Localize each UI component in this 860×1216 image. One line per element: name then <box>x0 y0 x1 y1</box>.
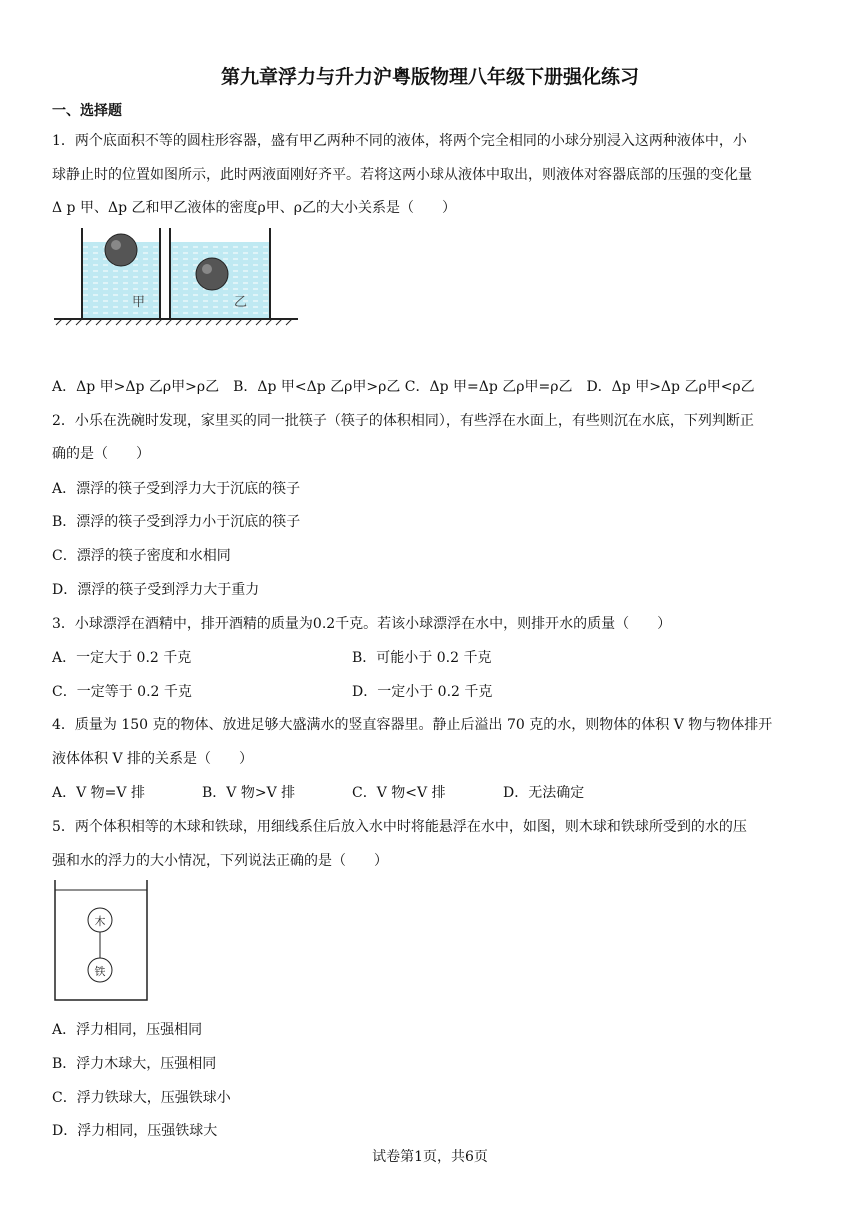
q2-option-d: D．漂浮的筷子受到浮力大于重力 <box>52 582 260 598</box>
ball-yi <box>196 258 228 290</box>
q2-line2: 确的是（ ） <box>52 446 150 462</box>
q5-figure <box>52 878 152 1004</box>
page-footer: 试卷第1页，共6页 <box>372 1149 488 1165</box>
q5-option-a: A．浮力相同，压强相同 <box>52 1022 203 1038</box>
q4-option-c: C．V 物<V 排 <box>352 785 446 801</box>
q2-option-c: C．漂浮的筷子密度和水相同 <box>52 548 231 564</box>
q3-option-c: C．一定等于 0.2 千克 <box>52 684 192 700</box>
q3-line1: 3．小球漂浮在酒精中，排开酒精的质量为0.2千克。若该小球漂浮在水中，则排开水的质量（ ） <box>52 616 672 632</box>
q2-option-b: B．漂浮的筷子受到浮力小于沉底的筷子 <box>52 514 301 530</box>
q3-option-d: D．一定小于 0.2 千克 <box>352 684 493 700</box>
q4-option-d: D．无法确定 <box>503 785 585 801</box>
q1-figure <box>52 226 302 326</box>
q4-line1: 4．质量为 150 克的物体、放进足够大盛满水的竖直容器里。静止后溢出 70 克的水，则物体的体积 V 物与物体排开 <box>52 717 773 733</box>
q4-option-b: B．V 物>V 排 <box>202 785 296 801</box>
q5-option-c: C．浮力铁球大，压强铁球小 <box>52 1090 231 1106</box>
q5-line1: 5．两个体积相等的木球和铁球，用细线系住后放入水中时将能悬浮在水中，如图，则木球和铁球所受到的水的压 <box>52 819 747 835</box>
q1-options: A．Δp 甲>Δp 乙ρ甲>ρ乙 B．Δp 甲<Δp 乙ρ甲>ρ乙 C．Δp 甲=Δp 乙ρ甲=ρ乙 D．Δp 甲>Δp 乙ρ甲<ρ乙 <box>52 379 755 395</box>
q5-option-d: D．浮力相同，压强铁球大 <box>52 1123 218 1139</box>
page-title: 第九章浮力与升力沪粤版物理八年级下册强化练习 <box>220 66 639 88</box>
q1-line1: 1．两个底面积不等的圆柱形容器，盛有甲乙两种不同的液体，将两个完全相同的小球分别浸入这两种液体中，小 <box>52 133 747 149</box>
iron-label: 铁 <box>94 965 106 978</box>
section-heading: 一、选择题 <box>52 103 122 119</box>
q4-option-a: A．V 物=V 排 <box>52 785 145 801</box>
q4-line2: 液体体积 V 排的关系是（ ） <box>52 751 254 767</box>
q5-option-b: B．浮力木球大，压强相同 <box>52 1056 217 1072</box>
q2-line1: 2．小乐在洗碗时发现，家里买的同一批筷子（筷子的体积相同），有些浮在水面上，有些则沉在水底，下列判断正 <box>52 413 754 429</box>
q3-option-b: B．可能小于 0.2 千克 <box>352 650 492 666</box>
q1-line2: 球静止时的位置如图所示，此时两液面刚好齐平。若将这两小球从液体中取出，则液体对容器底部的压强的变化量 <box>52 167 752 183</box>
q3-option-a: A．一定大于 0.2 千克 <box>52 650 192 666</box>
q5-line2: 强和水的浮力的大小情况，下列说法正确的是（ ） <box>52 853 388 869</box>
ball-jia <box>105 234 137 266</box>
wood-label: 木 <box>94 915 106 928</box>
label-jia: 甲 <box>132 295 146 310</box>
label-yi: 乙 <box>234 295 248 310</box>
ball-highlight <box>202 264 212 274</box>
q2-option-a: A．漂浮的筷子受到浮力大于沉底的筷子 <box>52 481 301 497</box>
ball-highlight <box>111 240 121 250</box>
q1-line3: Δ p 甲、Δp 乙和甲乙液体的密度ρ甲、ρ乙的大小关系是（ ） <box>52 200 456 216</box>
